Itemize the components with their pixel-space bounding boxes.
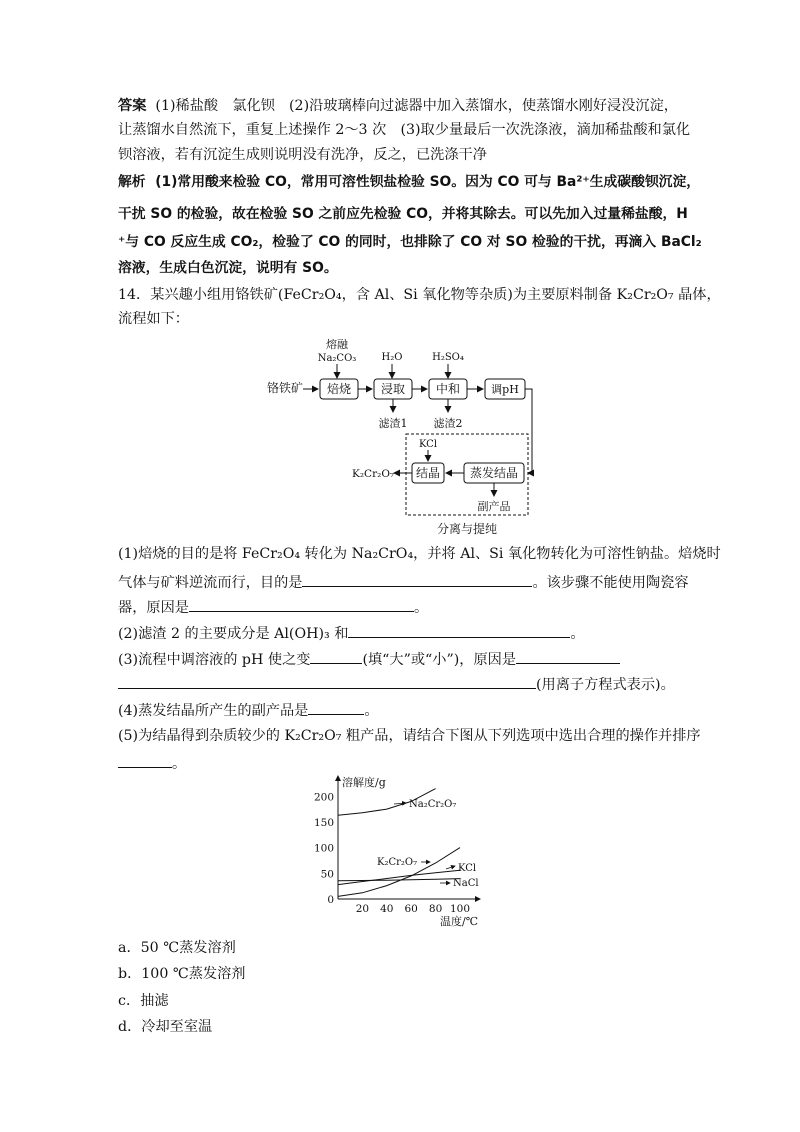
q14-p1-text-d: 器，原因是 [118,600,189,616]
q14-stem-1: 14．某兴趣小组用铬铁矿(FeCr₂O₄，含 Al、Si 氧化物等杂质)为主要原料制备 K₂Cr₂O₇ 晶体， [118,287,721,303]
residue-1-label: 滤渣1 [378,417,408,430]
q14-p2-text-a: (2)滤渣 2 的主要成分是 Al(OH)₃ 和 [118,626,349,642]
analysis-line-3: ⁺与 CO 反应生成 CO₂，检验了 CO 的同时，也排除了 CO 对 SO 检验的干扰，再滴入 BaCl₂ [118,234,702,250]
product-label: K₂Cr₂O₇ [352,468,395,480]
analysis-text-1: (1)常用酸来检验 CO，常用可溶性钡盐检验 SO。因为 CO 可与 Ba²⁺生成碳酸钡沉淀， [155,174,701,190]
answer-blank-1b[interactable] [189,596,414,612]
answer-line-2: 让蒸馏水自然流下，重复上述操作 2～3 次 (3)取少量最后一次洗涤液，滴加稀盐酸和氯化 [118,122,691,138]
option-a: a．50 ℃蒸发溶剂 [118,940,236,956]
series-label-na2cr2o7: Na₂Cr₂O₇ [409,799,457,810]
answer-text-1: (1)稀盐酸 氯化钡 (2)沿玻璃棒向过滤器中加入蒸馏水，使蒸馏水刚好浸没沉淀， [155,98,678,114]
answer-blank-2[interactable] [348,622,570,638]
series-label-kcl: KCl [458,863,477,874]
evaporate-label: 蒸发结晶 [469,466,519,480]
y-tick-label: 200 [313,791,334,804]
answer-blank-3c[interactable] [118,673,536,689]
q14-p1-line-3 [118,596,428,618]
reagent-roast-1: 熔融 [326,338,348,351]
process-flow-diagram [250,336,550,540]
solubility-chart [298,774,508,932]
analysis-line-4: 溶液，生成白色沉淀，说明有 SO。 [118,260,338,276]
q14-p4-text-a: (4)蒸发结晶所产生的副产品是 [118,703,309,719]
answer-blank-1a[interactable] [302,571,532,587]
ore-label: 铬铁矿 [267,381,304,395]
q14-p2-text-b: 。 [570,626,585,642]
series-line-3 [338,879,460,881]
connector-ph-evaporate [525,389,532,473]
box-caption: 分离与提纯 [436,522,498,536]
kcl-label: KCl [418,439,438,450]
answer-blank-4[interactable] [308,699,364,715]
series-label-nacl: NaCl [453,878,479,889]
q14-p3-text-a: (3)流程中调溶液的 pH 使之变 [118,652,311,668]
q14-p3-text-b: (填“大”或“小”)，原因是 [362,652,517,668]
series-line-2 [338,870,460,884]
option-c: c．抽滤 [118,993,169,1009]
analysis-line-2: 干扰 SO 的检验，故在检验 SO 之前应先检验 CO，并将其除去。可以先加入过量稀盐酸，H [118,206,688,222]
q14-p4-text-b: 。 [364,703,379,719]
q14-stem-2: 流程如下： [118,311,189,327]
leader-kcl [446,866,455,869]
q14-p5-line-1: (5)为结晶得到杂质较少的 K₂Cr₂O₇ 粗产品，请结合下图从下列选项中选出合理的操作并排序 [118,728,701,744]
q14-p1-text-e: 。 [413,600,429,616]
q14-p1-text-c: 。该步骤不能使用陶瓷容 [532,575,689,591]
q14-p5-line-2 [118,752,186,774]
option-b: b．100 ℃蒸发溶剂 [118,966,246,982]
y-tick-label: 100 [313,842,334,855]
crystallize-label: 结晶 [415,466,441,480]
q14-p4-line [118,699,379,721]
reagent-neutralize: H₂SO₄ [432,352,464,363]
q14-p5-text-b: 。 [172,756,187,772]
y-tick-label: 150 [313,816,334,829]
answer-blank-3b[interactable] [516,648,620,664]
q14-p3-text-c: (用离子方程式表示)。 [536,677,675,693]
reagent-roast-2: Na₂CO₃ [317,353,357,364]
byproduct-label: 副产品 [477,500,511,513]
q14-p3-line-1 [118,648,620,670]
answer-line-3: 钡溶液，若有沉淀生成则说明没有洗净，反之，已洗涤干净 [118,147,487,163]
leach-label: 浸取 [380,382,406,396]
reagent-leach: H₂O [381,352,403,363]
series-label-k2cr2o7: K₂Cr₂O₇ [377,857,418,868]
option-d: d．冷却至室温 [118,1019,213,1035]
answer-label: 答案 [118,98,147,114]
answer-blank-5[interactable] [118,752,172,768]
q14-p1-line-2 [118,571,689,593]
q14-p1-line-1: (1)焙烧的目的是将 FeCr₂O₄ 转化为 Na₂CrO₄，并将 Al、Si 氧化物转化为可溶性钠盐。焙烧时 [118,546,721,562]
x-tick-label: 100 [449,903,471,915]
roast-label: 焙烧 [326,382,352,396]
answer-blank-3a[interactable] [310,648,362,664]
x-tick-label: 40 [380,903,394,915]
analysis-label: 解析 [118,174,146,190]
answer-line-1 [118,96,678,116]
neutralize-label: 中和 [435,382,461,396]
q14-p3-line-2 [118,673,675,695]
y-tick-label: 0 [327,894,334,906]
adjust-ph-label: 调pH [491,383,519,396]
y-axis-label: 溶解度/g [342,776,386,789]
x-tick-label: 60 [404,903,418,915]
q14-p1-text-b: 气体与矿料逆流而行，目的是 [118,575,303,591]
x-axis-label: 温度/℃ [440,915,479,928]
residue-2-label: 滤渣2 [433,417,463,430]
q14-p2-line [118,622,585,644]
x-tick-label: 80 [428,903,443,915]
y-tick-label: 50 [320,868,334,881]
analysis-line-1 [118,172,700,192]
x-tick-label: 20 [355,903,370,915]
